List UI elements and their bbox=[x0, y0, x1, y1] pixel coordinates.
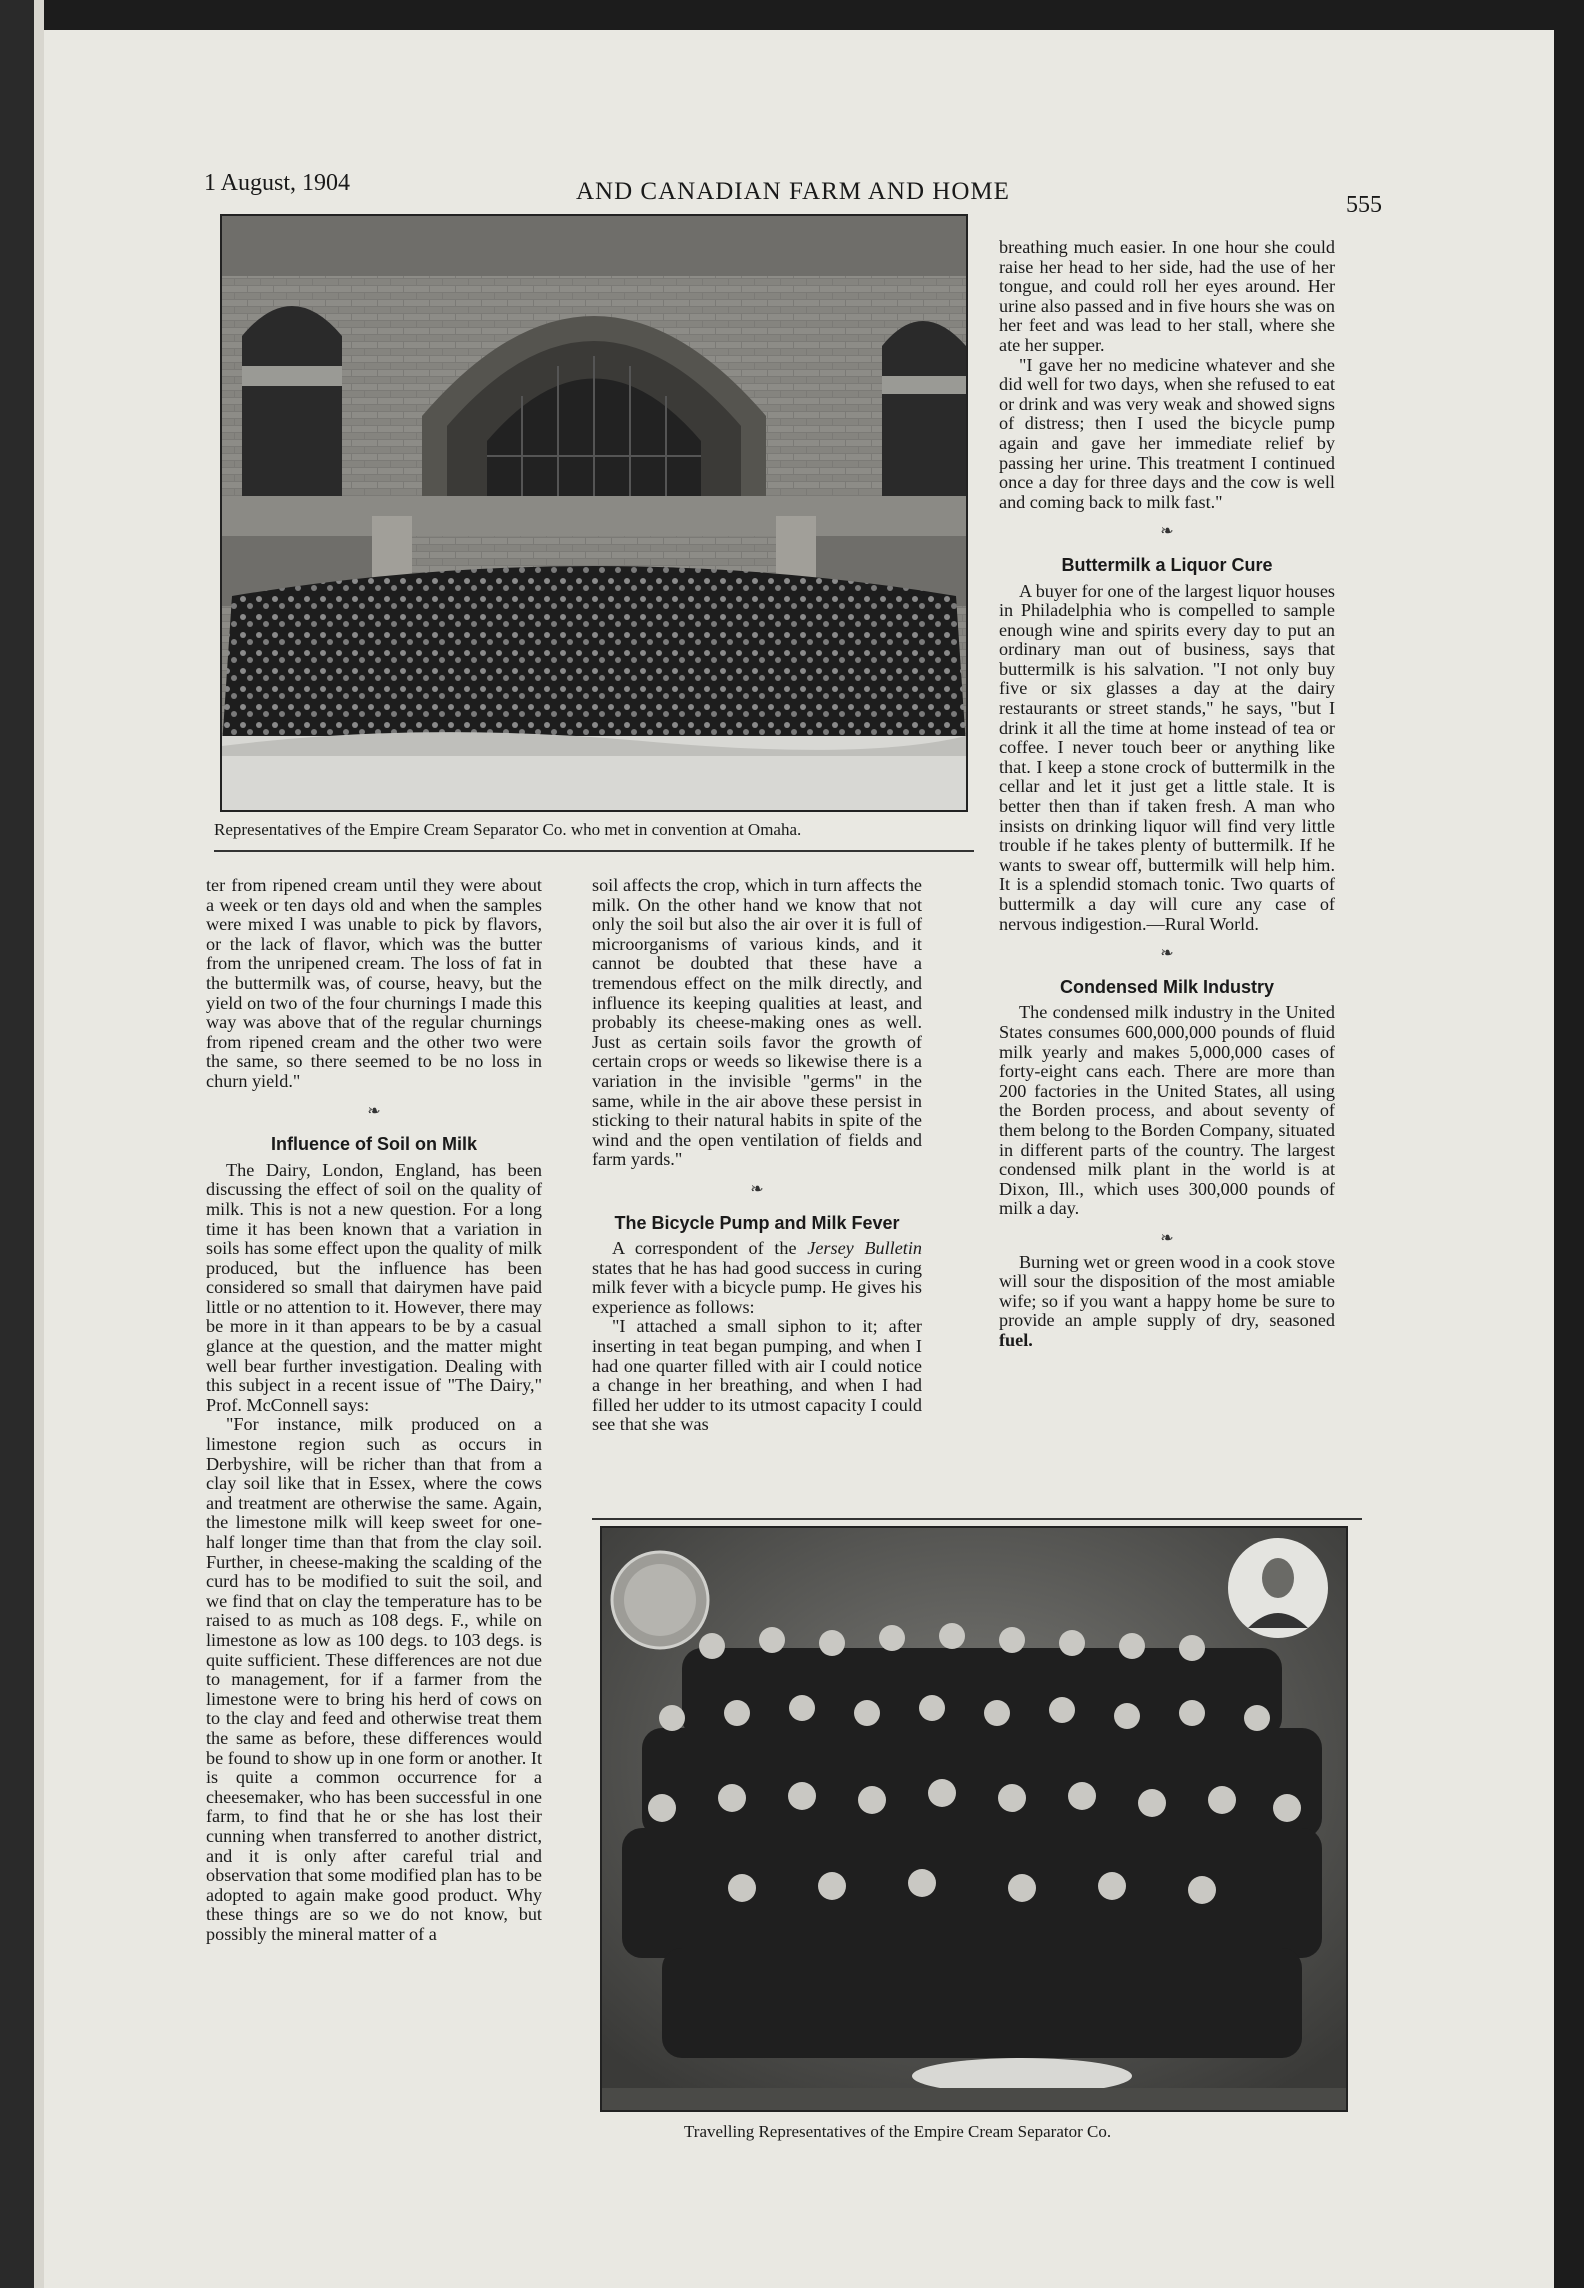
representatives-photo bbox=[600, 1526, 1348, 2112]
photo-rule bbox=[592, 1518, 1362, 1520]
wood-paragraph bbox=[999, 1253, 1335, 1351]
soil-continued-text: ter from ripened cream until they were about a week or ten days old and when the samples were mixed I was unable to pick by flavors, or the lack of flavor, which was the butter from the unripened cream. The loss of fat in the buttermilk was, of course, heavy, but the yield on two of the four churnings I made this way was above that of the regular churnings from ripened cream and the other two were the same, so there seemed to be no loss in churn yield." bbox=[206, 875, 542, 1091]
caption-rule bbox=[214, 850, 974, 852]
section-ornament: ❧ bbox=[1160, 945, 1174, 963]
condensed-milk-heading: Condensed Milk Industry bbox=[1059, 976, 1275, 997]
jersey-bulletin-title: Jersey Bulletin bbox=[807, 1238, 922, 1259]
publication-title: AND CANADIAN FARM AND HOME bbox=[576, 178, 1010, 205]
section-ornament: ❧ bbox=[1160, 523, 1174, 541]
soil-paragraph-1: The Dairy, London, England, has been discussing the effect of soil on the quality of milk. This is not a new question. For a long time it has been known that a variation in soils has some effect upon the quality of milk produced, but the influence has been considered so small that dairymen have paid little or no attention to it. However, there may be more in it than appears to be by a casual glance at the question, and the matter might well bear further investigation. Dealing with this subject in a recent issue of "The Dairy," Prof. McConnell says: bbox=[206, 1159, 542, 1415]
pump-heading: The Bicycle Pump and Milk Fever bbox=[614, 1212, 900, 1233]
pump-text-post: states that he has had good success in curing milk fever with a bicycle pump. He gives his experience as follows: bbox=[592, 1257, 922, 1317]
page-number: 555 bbox=[1346, 192, 1382, 218]
pump-continued-text-2: "I gave her no medicine whatever and she did well for two days, when she refused to eat or drink and was very weak and showed signs of distress; then I used the bicycle pump again and gave her immediate relief by passing her urine. This treatment I continued once a day for three days and the cow is well and coming back to milk fast." bbox=[999, 354, 1335, 512]
column-3 bbox=[999, 238, 1335, 1350]
convention-photo-caption: Representatives of the Empire Cream Separator Co. who met in convention at Omaha. bbox=[214, 820, 802, 839]
soil-heading: Influence of Soil on Milk bbox=[270, 1134, 477, 1155]
column-1 bbox=[206, 876, 542, 1944]
pump-paragraph-1 bbox=[592, 1239, 922, 1317]
issue-date: 1 August, 1904 bbox=[204, 170, 351, 196]
section-ornament: ❧ bbox=[750, 1180, 764, 1198]
representatives-group-image bbox=[602, 1528, 1346, 2110]
section-ornament: ❧ bbox=[367, 1102, 381, 1120]
scan-facing-page-edge bbox=[34, 0, 44, 2288]
pump-paragraph-2: "I attached a small siphon to it; after inserting in teat began pumping, and when I had one quarter filled with air I could notice a change in her breathing, and when I had filled her udder to its utmost capacity I could see that she was bbox=[592, 1316, 922, 1435]
buttermilk-paragraph: A buyer for one of the largest liquor houses in Philadelphia who is compelled to sample enough wine and spirits every day to put an ordinary man out of business, says that buttermilk is his salvation. "I not only buy five or six glasses a day at the dairy restaurants or street stands," he says, "but I drink it all the time at home instead of tea or coffee. I never touch beer or anything like that. I keep a stone crock of buttermilk in the cellar and let it just get a little stale. It is better then than if taken fresh. A man who insists on drinking liquor will find very little trouble if he takes plenty of buttermilk. If he wants to swear off, buttermilk will help him. It is a splendid stomach tonic. Two quarts of buttermilk a day will cure any case of nervous indigestion.—Rural World. bbox=[999, 580, 1335, 934]
soil-paragraph-2: "For instance, milk produced on a limestone region such as occurs in Derbyshire, will be richer than that from a clay soil like that in Essex, where the cows and treatment are otherwise the same. Again, the limestone milk will keep sweet for one-half longer time than that from the clay soil. Further, in cheese-making the scalding of the curd has to be modified to suit the soil, and we find that on clay the temperature has to be raised to as much as 108 degs. F., while on limestone as low as 100 degs. to 103 degs. is quite sufficient. These differences are not due to management, for if a farmer from the limestone were to bring his herd of cows on to the clay and feed and otherwise treat them the same as before, these differences would be found to show up in one form or another. It is quite a common occurrence for a cheesemaker, who has been successful in one farm, to find that he or she has lost their cunning when transferred to another district, and it is only after careful trial and observation that some modified plan has to be adopted to again make good product. Why these things are so we do not know, but possibly the mineral matter of a bbox=[206, 1414, 542, 1944]
soil-continued-text-2: soil affects the crop, which in turn affects the milk. On the other hand we know that not only the soil but also the air over it is full of microorganisms of various kinds, and it cannot be doubted that these have a tremendous effect on the milk directly, and influence its keeping qualities at least, and probably its cheese-making ones as well. Just as certain soils favor the growth of certain crops or weeds so likewise there is a variation in the invisible "germs" in the same, while in the air above these persist in sticking to their natural habits in spite of the wind and the open ventilation of fields and farm yards." bbox=[592, 875, 922, 1170]
convention-photo bbox=[220, 214, 968, 812]
condensed-milk-paragraph: The condensed milk industry in the United States consumes 600,000,000 pounds of fluid milk yearly and makes 5,000,000 cases of forty-eight cans each. There are more than 200 factories in the United States, all using the Borden process, and about seventy of them belong to the Borden Company, situated in different parts of the country. The largest condensed milk plant in the world is at Dixon, Ill., which uses 300,000 pounds of milk a day. bbox=[999, 1002, 1335, 1219]
representatives-photo-caption: Travelling Representatives of the Empire Cream Separator Co. bbox=[684, 2122, 1112, 2141]
wood-text-end: fuel. bbox=[999, 1329, 1033, 1350]
newspaper-page bbox=[44, 30, 1554, 2288]
buttermilk-heading: Buttermilk a Liquor Cure bbox=[1061, 554, 1273, 575]
convention-building-image bbox=[222, 216, 966, 810]
pump-continued-text: breathing much easier. In one hour she could raise her head to her side, had the use of her tongue, and could roll her eyes around. Her urine also passed and in five hours she was on her feet and was lead to her stall, where she ate her supper. bbox=[999, 237, 1335, 355]
wood-text: Burning wet or green wood in a cook stove will sour the disposition of the most amiable wife; so if you want a happy home be sure to provide an ample supply of dry, seasoned bbox=[999, 1251, 1335, 1331]
column-2 bbox=[592, 876, 922, 1435]
pump-text-pre: A correspondent of the bbox=[612, 1238, 808, 1259]
section-ornament: ❧ bbox=[1160, 1229, 1174, 1247]
scan-left-edge bbox=[0, 0, 34, 2288]
